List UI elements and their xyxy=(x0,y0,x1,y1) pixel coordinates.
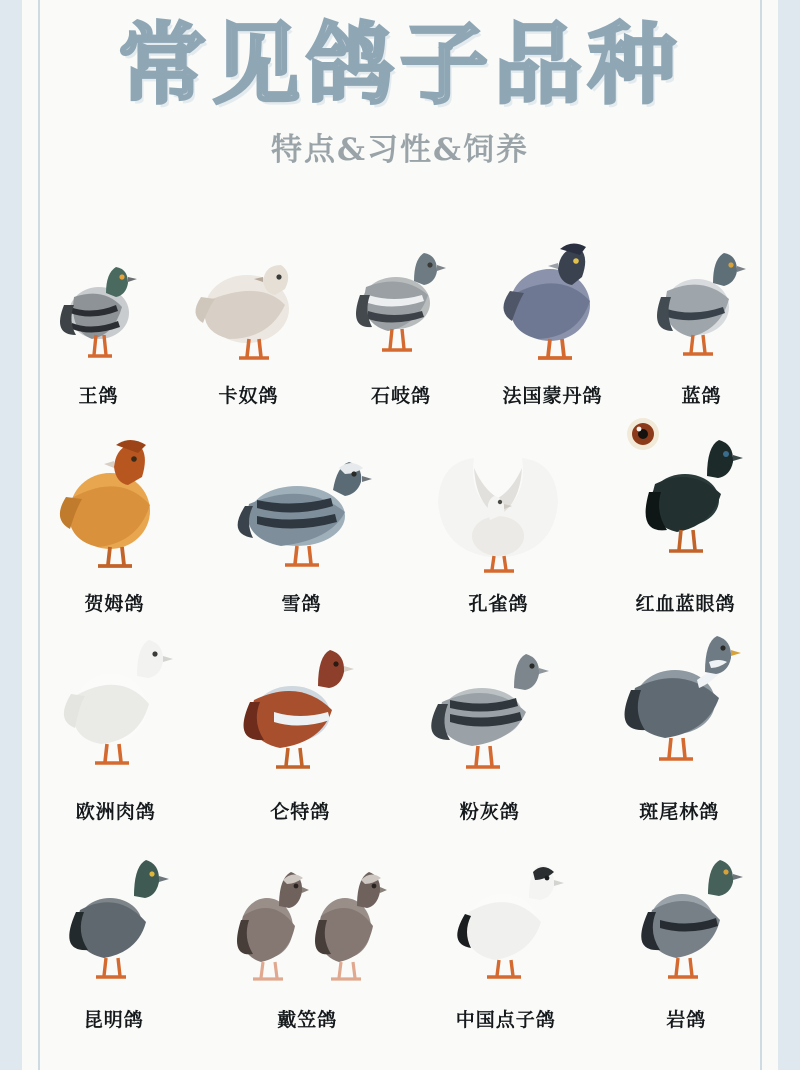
pigeon-illustration xyxy=(51,616,181,791)
breed-cell-wangge[interactable] xyxy=(44,235,154,408)
pigeon-illustration xyxy=(44,235,154,375)
bird-image-kunmingge xyxy=(54,824,174,999)
pigeon-illustration xyxy=(441,824,571,999)
breed-row xyxy=(26,832,774,1032)
pigeon-illustration xyxy=(227,428,377,583)
bird-image-languge xyxy=(647,225,757,375)
pigeon-illustration xyxy=(494,225,612,375)
bird-image-hongxuelanyange xyxy=(621,408,751,583)
breed-name: 粉灰鸽 xyxy=(459,801,520,823)
breed-name: 雪鸽 xyxy=(281,593,322,615)
breed-name: 贺姆鸽 xyxy=(84,593,145,615)
breed-cell-hongxuelanyange[interactable] xyxy=(621,408,751,616)
bird-image-wangge xyxy=(44,235,154,375)
pigeon-illustration xyxy=(420,616,560,791)
pigeon-illustration xyxy=(647,225,757,375)
breed-name: 王鸽 xyxy=(78,385,119,407)
bird-image-zhongguodianzige xyxy=(441,824,571,999)
bird-image-kanuge xyxy=(189,235,309,375)
bird-image-ouzhourouge xyxy=(51,616,181,791)
pigeon-illustration xyxy=(621,408,751,583)
pigeon-illustration xyxy=(230,616,370,791)
breed-cell-ouzhourouge[interactable] xyxy=(51,616,181,824)
breed-name: 欧洲肉鸽 xyxy=(75,801,156,823)
breed-grid xyxy=(26,218,774,1040)
bird-image-dailige xyxy=(229,824,385,999)
breed-row xyxy=(26,416,774,616)
breed-cell-shiqige[interactable] xyxy=(344,225,459,408)
breed-row xyxy=(26,624,774,824)
breed-name: 戴笠鸽 xyxy=(277,1009,338,1031)
pigeon-illustration xyxy=(54,824,174,999)
breed-name: 仑特鸽 xyxy=(270,801,331,823)
pigeon-illustration xyxy=(609,606,749,791)
pigeon-illustration-right xyxy=(307,824,385,999)
breed-name: 岩鸽 xyxy=(666,1009,707,1031)
pigeon-illustration xyxy=(424,428,574,583)
breed-name: 卡奴鸽 xyxy=(218,385,279,407)
breed-cell-hemuge[interactable] xyxy=(50,423,180,616)
pigeon-illustration xyxy=(189,235,309,375)
bird-image-faguomengdange xyxy=(494,225,612,375)
bird-image-banweilinge xyxy=(609,606,749,791)
bird-image-luntege xyxy=(230,616,370,791)
breed-name: 中国点子鸽 xyxy=(455,1009,556,1031)
breed-name: 昆明鸽 xyxy=(83,1009,144,1031)
breed-name: 孔雀鸽 xyxy=(468,593,529,615)
breed-name: 蓝鸽 xyxy=(681,385,722,407)
bird-image-shiqige xyxy=(344,225,459,375)
page-subtitle: 特点&习性&饲养 xyxy=(271,132,529,169)
pigeon-illustration xyxy=(50,423,180,583)
breed-name: 法国蒙丹鸽 xyxy=(502,385,603,407)
breed-cell-kongqiaoge[interactable] xyxy=(424,428,574,616)
breed-cell-zhongguodianzige[interactable] xyxy=(441,824,571,1032)
bird-image-hemuge xyxy=(50,423,180,583)
breed-cell-yange[interactable] xyxy=(626,824,746,1032)
breed-name: 斑尾林鸽 xyxy=(639,801,720,823)
breed-cell-fenhuige[interactable] xyxy=(420,616,560,824)
breed-cell-faguomengdange[interactable] xyxy=(494,225,612,408)
breed-cell-banweilinge[interactable] xyxy=(609,606,749,824)
breed-name: 石岐鸽 xyxy=(370,385,431,407)
page-title: 常见鸽子品种 xyxy=(117,12,682,116)
poster-heading xyxy=(0,12,800,169)
breed-cell-languge[interactable] xyxy=(647,225,757,408)
breed-cell-kanuge[interactable] xyxy=(189,235,309,408)
breed-cell-xuege[interactable] xyxy=(227,428,377,616)
pigeon-illustration xyxy=(344,225,459,375)
bird-image-fenhuige xyxy=(420,616,560,791)
bird-image-yange xyxy=(626,824,746,999)
bird-image-kongqiaoge xyxy=(424,428,574,583)
breed-cell-kunmingge[interactable] xyxy=(54,824,174,1032)
breed-cell-luntege[interactable] xyxy=(230,616,370,824)
breed-row xyxy=(26,218,774,408)
breed-cell-dailige[interactable] xyxy=(229,824,385,1032)
breed-name: 红血蓝眼鸽 xyxy=(635,593,736,615)
pigeon-illustration-left xyxy=(229,824,307,999)
pigeon-illustration xyxy=(626,824,746,999)
bird-image-xuege xyxy=(227,428,377,583)
